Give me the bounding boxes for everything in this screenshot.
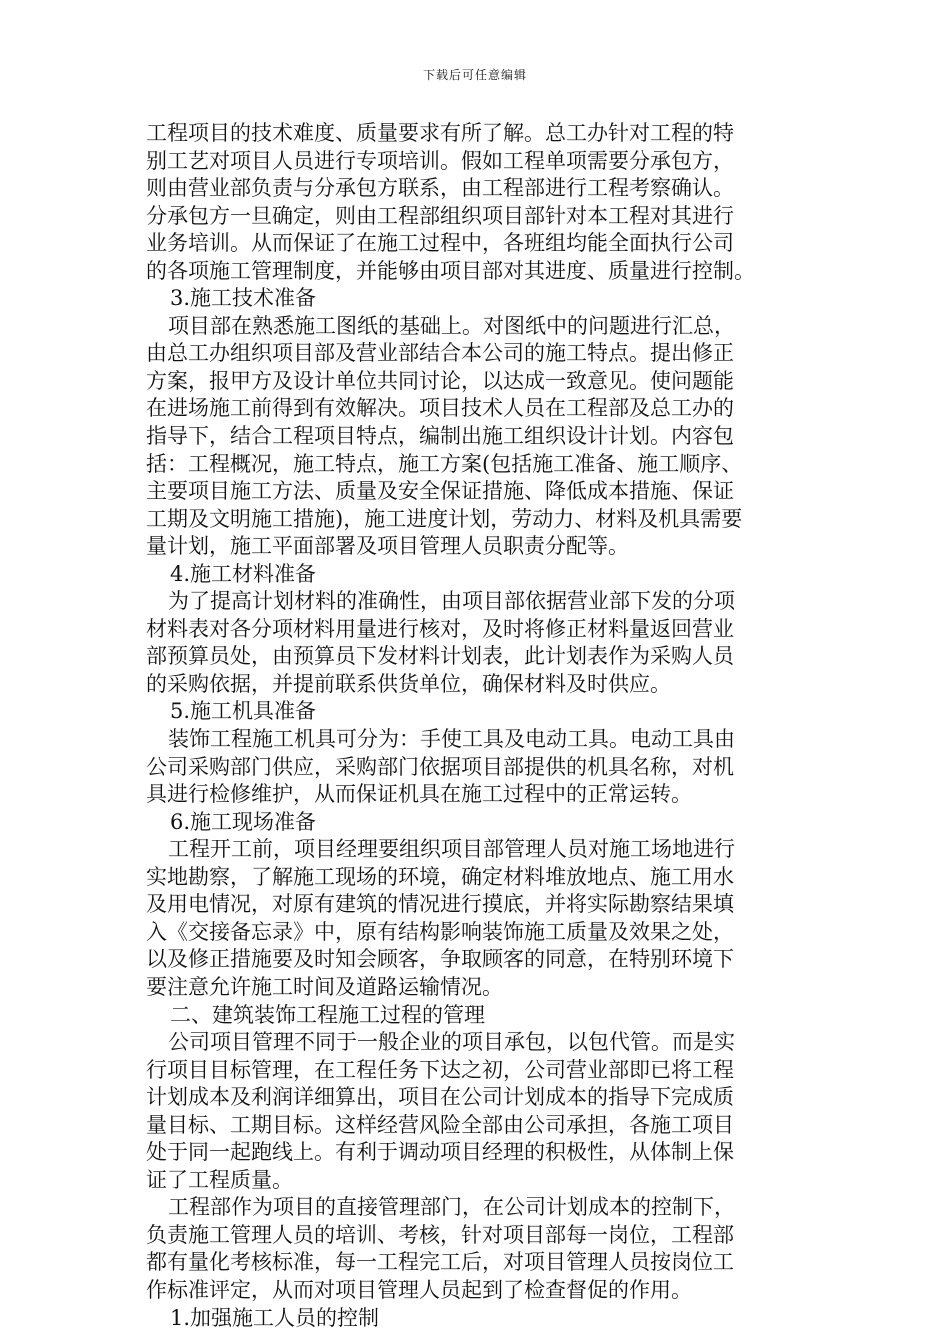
section-heading: 1.加强施工人员的控制 — [170, 1305, 380, 1330]
text-line: 及用电情况，对原有建筑的情况进行摸底，并将实际勘察结果填 — [146, 892, 734, 917]
text-line: 则由营业部负责与分承包方联系，由工程部进行工程考察确认。 — [146, 176, 734, 201]
text-line: 方案，报甲方及设计单位共同讨论，以达成一致意见。使问题能 — [146, 368, 734, 393]
text-line: 公司采购部门供应，采购部门依据项目部提供的机具名称，对机 — [146, 754, 734, 779]
text-line: 证了工程质量。 — [146, 1167, 293, 1192]
text-line: 主要项目施工方法、质量及安全保证措施、降低成本措施、保证 — [146, 479, 734, 504]
section-heading: 二、建筑装饰工程施工过程的管理 — [170, 1002, 485, 1027]
text-line: 入《交接备忘录》中，原有结构影响装饰施工质量及效果之处， — [146, 919, 734, 944]
text-line: 计划成本及利润详细算出，项目在公司计划成本的指导下完成质 — [146, 1085, 734, 1110]
text-line: 量计划，施工平面部署及项目管理人员职责分配等。 — [146, 534, 629, 559]
page-header: 下载后可任意编辑 — [422, 68, 527, 82]
text-line: 行项目目标管理，在工程任务下达之初，公司营业部即已将工程 — [146, 1057, 734, 1082]
text-line: 材料表对各分项材料用量进行核对，及时将修正材料量返回营业 — [146, 616, 734, 641]
text-line: 工程部作为项目的直接管理部门，在公司计划成本的控制下， — [168, 1195, 735, 1220]
text-line: 实地勘察，了解施工现场的环境，确定材料堆放地点、施工用水 — [146, 864, 734, 889]
text-line: 处于同一起跑线上。有利于调动项目经理的积极性，从体制上保 — [146, 1140, 734, 1165]
section-heading: 6.施工现场准备 — [170, 809, 317, 834]
text-line: 具进行检修维护，从而保证机具在施工过程中的正常运转。 — [146, 782, 692, 807]
text-line: 指导下，结合工程项目特点，编制出施工组织设计计划。内容包 — [146, 424, 734, 449]
section-heading: 3.施工技术准备 — [170, 286, 317, 311]
text-line: 装饰工程施工机具可分为：手使工具及电动工具。电动工具由 — [168, 727, 735, 752]
text-line: 部预算员处，由预算员下发材料计划表，此计划表作为采购人员 — [146, 644, 734, 669]
text-line: 的各项施工管理制度，并能够由项目部对其进度、质量进行控制。 — [146, 258, 755, 283]
document-body — [146, 120, 801, 1332]
text-line: 业务培训。从而保证了在施工过程中，各班组均能全面执行公司 — [146, 231, 734, 256]
text-line: 括：工程概况，施工特点，施工方案(包括施工准备、施工顺序、 — [146, 451, 743, 476]
text-line: 量目标、工期目标。这样经营风险全部由公司承担，各施工项目 — [146, 1112, 734, 1137]
text-line: 在进场施工前得到有效解决。项目技术人员在工程部及总工办的 — [146, 396, 734, 421]
section-heading: 5.施工机具准备 — [170, 699, 317, 724]
text-line: 分承包方一旦确定，则由工程部组织项目部针对本工程对其进行 — [146, 203, 734, 228]
text-line: 为了提高计划材料的准确性，由项目部依据营业部下发的分项 — [168, 589, 735, 614]
text-line: 别工艺对项目人员进行专项培训。假如工程单项需要分承包方， — [146, 148, 734, 173]
text-line: 以及修正措施要及时知会顾客，争取顾客的同意，在特别环境下 — [146, 947, 734, 972]
text-line: 工期及文明施工措施)，施工进度计划，劳动力、材料及机具需要 — [146, 506, 743, 531]
section-heading: 4.施工材料准备 — [170, 561, 317, 586]
text-line: 项目部在熟悉施工图纸的基础上。对图纸中的问题进行汇总， — [168, 313, 735, 338]
text-line: 的采购依据，并提前联系供货单位，确保材料及时供应。 — [146, 671, 671, 696]
text-line: 都有量化考核标准，每一工程完工后，对项目管理人员按岗位工 — [146, 1250, 734, 1275]
text-line: 工程项目的技术难度、质量要求有所了解。总工办针对工程的特 — [146, 121, 734, 145]
text-line: 作标准评定，从而对项目管理人员起到了检查督促的作用。 — [146, 1277, 692, 1302]
text-line: 要注意允许施工时间及道路运输情况。 — [146, 974, 503, 999]
text-line: 公司项目管理不同于一般企业的项目承包，以包代管。而是实 — [168, 1030, 735, 1055]
text-line: 工程开工前，项目经理要组织项目部管理人员对施工场地进行 — [168, 837, 735, 862]
text-line: 由总工办组织项目部及营业部结合本公司的施工特点。提出修正 — [146, 341, 734, 366]
text-line: 负责施工管理人员的培训、考核，针对项目部每一岗位，工程部 — [146, 1222, 734, 1247]
